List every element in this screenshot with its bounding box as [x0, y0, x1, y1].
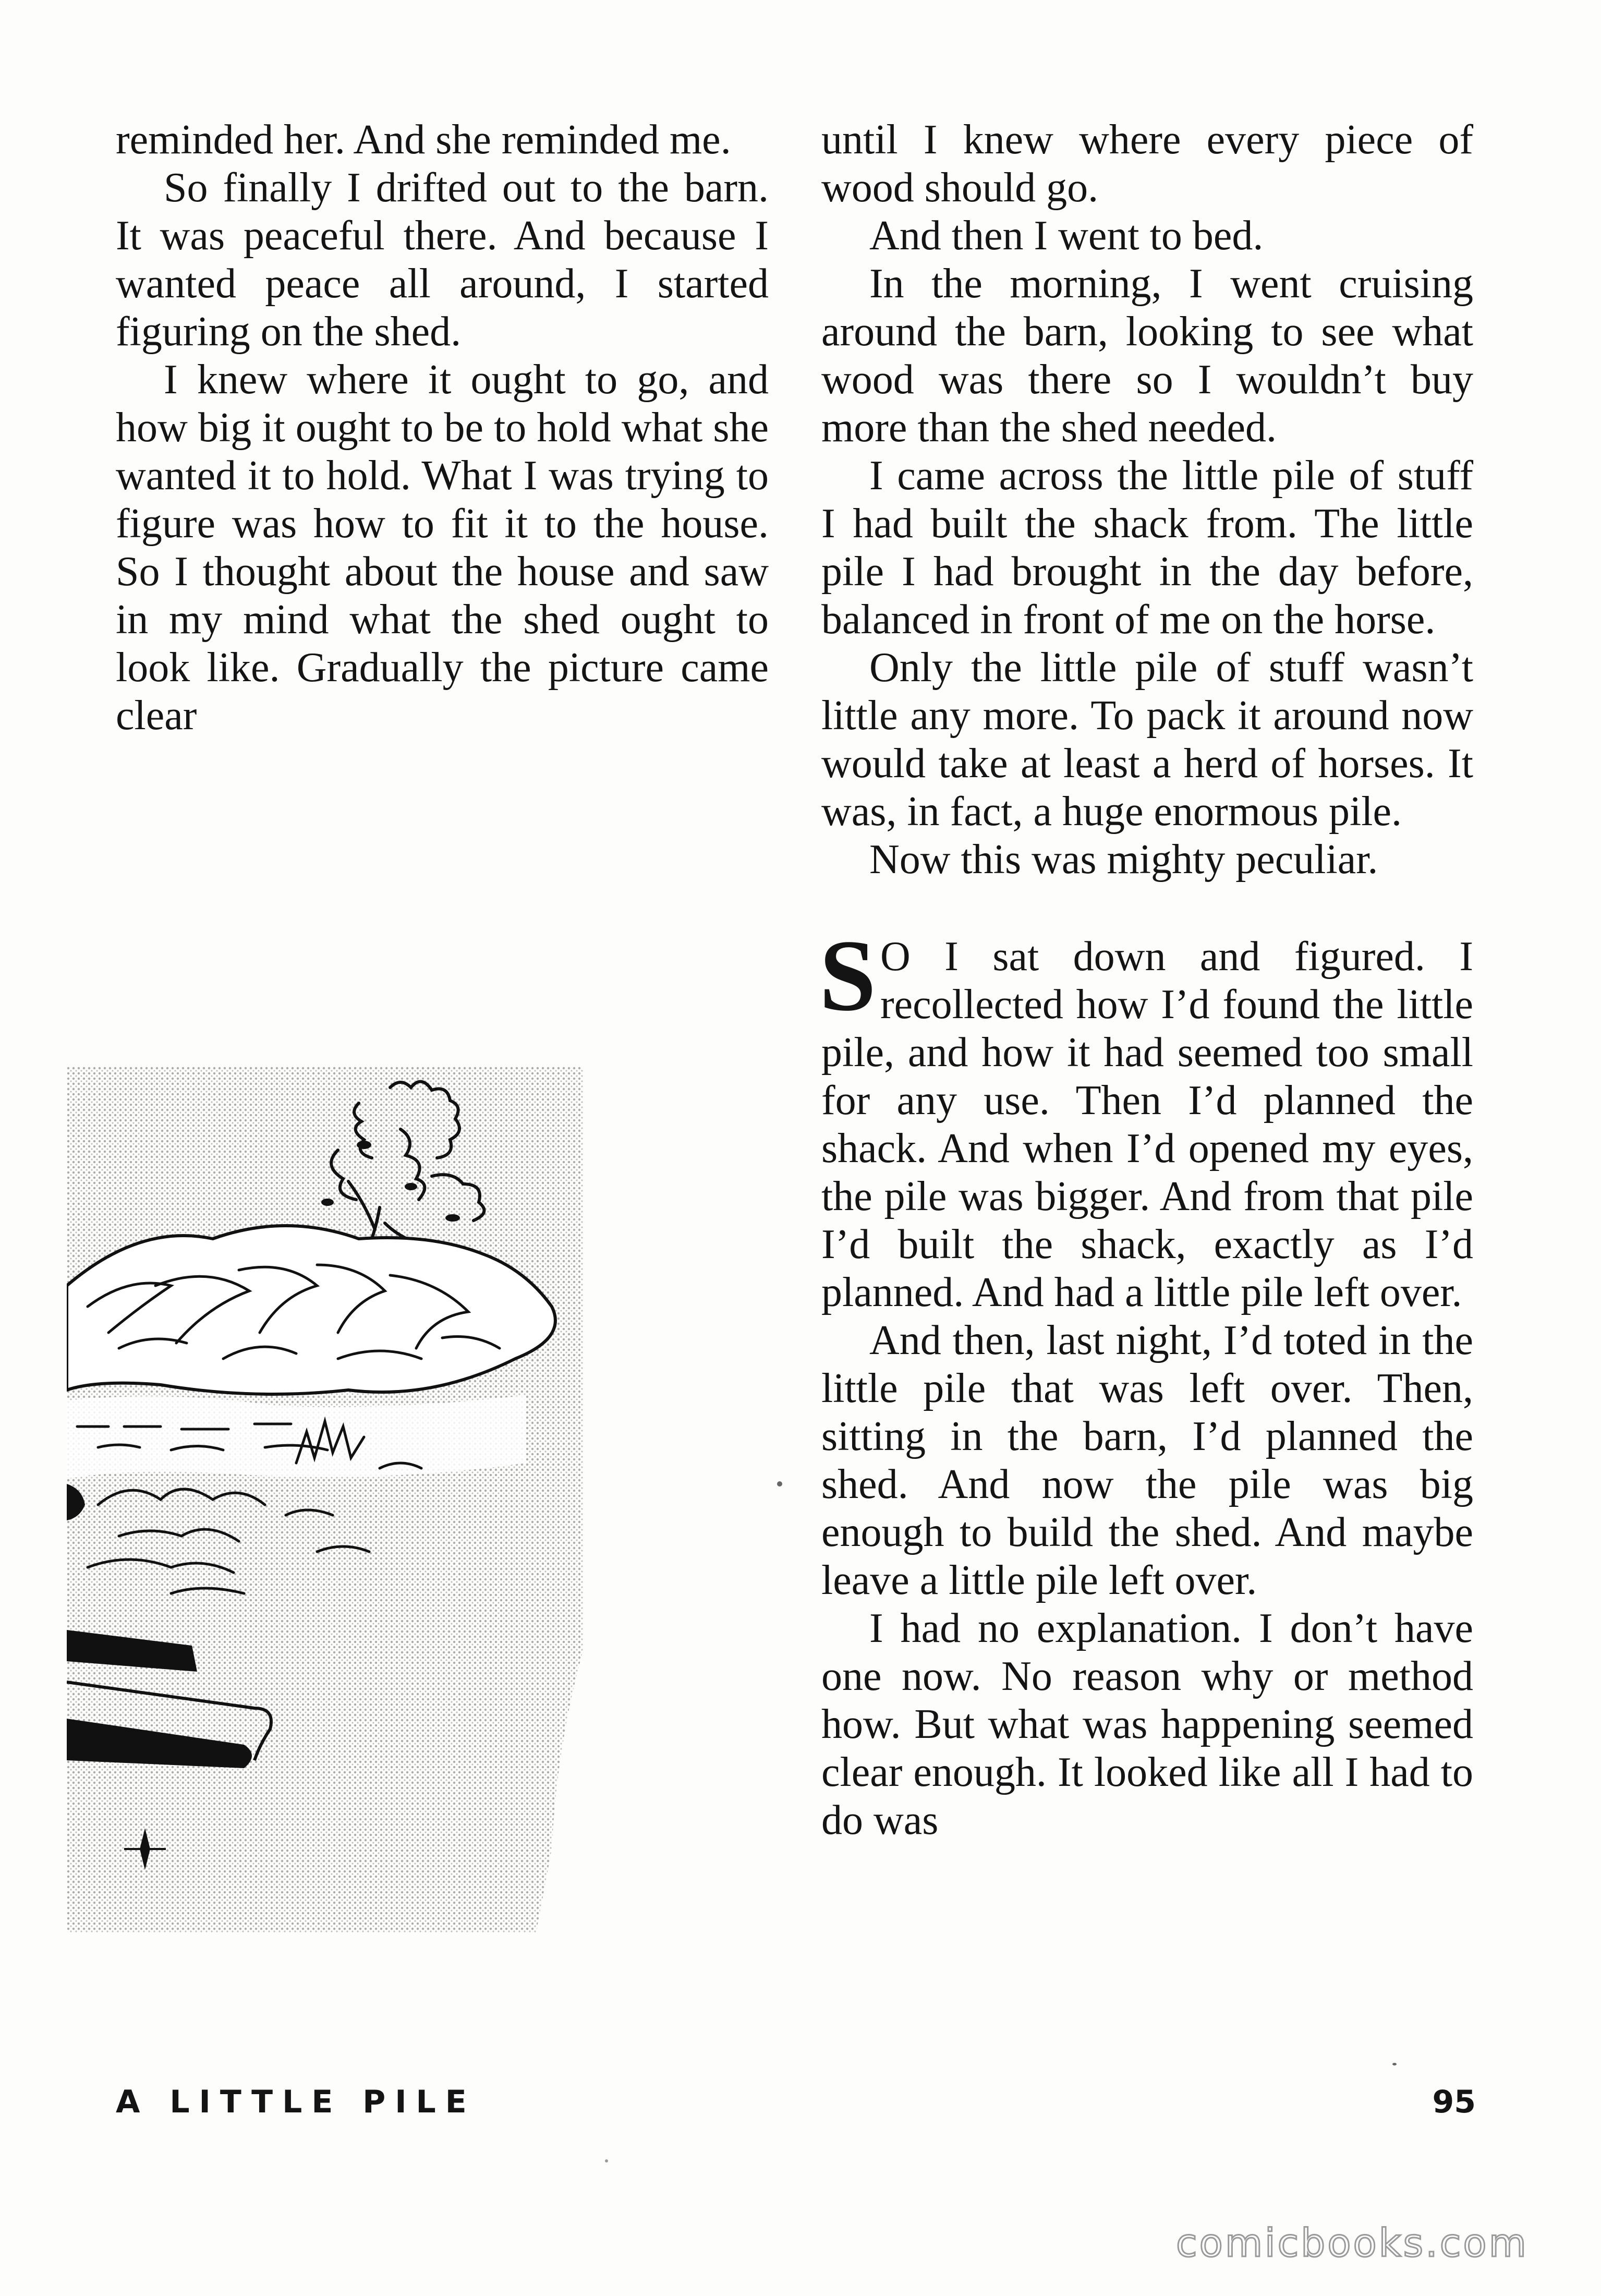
- page-number: 95: [1432, 2084, 1476, 2120]
- paragraph: So finally I drifted out to the barn. It was peaceful there. And because I wanted peace all around, I started figuring on the shed.: [116, 165, 769, 355]
- paragraph: I came across the little pile of stuff I had built the shack from. The little pile I had brought in the day before, balanced in front of me on the horse.: [821, 453, 1473, 643]
- paragraph: Only the little pile of stuff wasn’t little any more. To pack it around now would take at least a herd of horses. It was, in fact, a huge enormous pile.: [821, 645, 1473, 835]
- running-title: A LITTLE PILE: [116, 2084, 476, 2120]
- watermark: comicbooks.com: [1176, 2221, 1529, 2266]
- paragraph: I had no explanation. I don’t have one now. No reason why or method how. But what was happening seemed clear enough. It looked like all I had to do was: [821, 1605, 1473, 1843]
- print-speck: [777, 1481, 782, 1487]
- paragraph: Now this was mighty peculiar.: [869, 837, 1378, 883]
- paragraph: until I knew where every piece of wood should go.: [821, 117, 1473, 211]
- paragraph-text: I sat down and figured. I recollected how I’d found the little pile, and how it had seemed too small for any use. Then I’d planned the shack. And when I’d opened my eyes, the pile was bigger. And from that pile I’d built the shack, exactly as I’d planned. And had a little pile left over.: [821, 934, 1473, 1315]
- paragraph: And then, last night, I’d toted in the little pile that was left over. Then, sitting in the barn, I’d planned the shed. And now the pile was big enough to build the shed. And maybe leave a little pile left over.: [821, 1318, 1473, 1603]
- drop-cap-continuation: O: [880, 934, 911, 980]
- section-opening-paragraph: [819, 919, 1473, 1316]
- paragraph: And then I went to bed.: [869, 213, 1264, 259]
- right-text-column: [821, 116, 1473, 1844]
- landscape-illustration: [67, 1067, 583, 1932]
- paragraph: reminded her. And she reminded me.: [116, 117, 731, 163]
- paragraph: In the morning, I went cruising around the barn, looking to see what wood was there so I wouldn’t buy more than the shed needed.: [821, 261, 1473, 451]
- left-text-column: [116, 116, 769, 740]
- drop-cap: S: [819, 919, 877, 1032]
- paragraph: I knew where it ought to go, and how big it ought to be to hold what she wanted it to hold. What I was trying to figure was how to fit it to the house. So I thought about the house and saw in my mind what the shed ought to look like. Gradually the picture came clear: [116, 357, 769, 739]
- print-speck: [605, 2159, 608, 2162]
- print-speck: [1392, 2063, 1397, 2065]
